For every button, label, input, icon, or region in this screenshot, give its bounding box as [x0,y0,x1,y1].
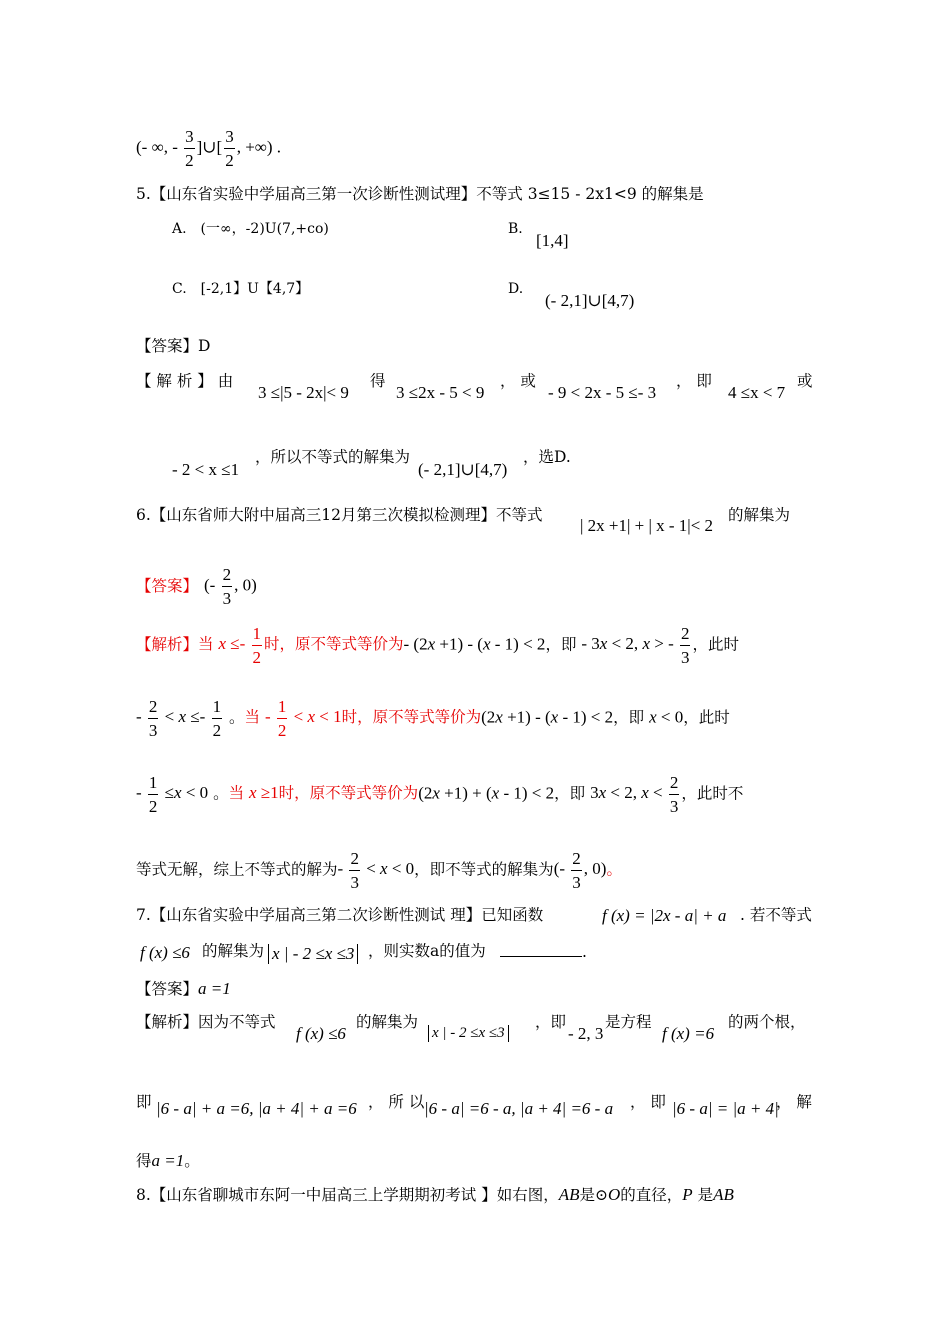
q5-option-d-label: D. [508,281,524,297]
q5-analysis-ineq-1: 3 ≤|5 - 2x|< 9 [258,383,349,402]
q6-analysis-line-4: 等式无解，综上不等式的解为- $\frac{2}{3}$ < x < 0，即不等式的解集为(- $\frac{2}{3}$ , 0)。 [136,849,622,892]
q5-stem: 5.【山东省实验中学届高三第一次诊断性测试理】不等式 3≤15 - 2x1<9 的解集是 [136,185,704,203]
q5-analysis-text: ，所以不等式的解集为 [255,448,411,466]
q6-case-1: 当 x ≤- $\frac{1}{2}$ 时，原不等式等价为 [198,624,404,667]
q7-analysis-roots: - 2, 3 [568,1024,604,1043]
q7-analysis-ji: ，即 [535,1013,567,1031]
q7-analysis-mid: 的解集为 [356,1013,419,1031]
q6-analysis-line-3: - $\frac{1}{2}$ ≤x < 0 。当 x ≥1时，原不等式等价为(2x +1) + (x - 1) < 2，即 3x < 2, x < $\frac{2}{3}$ ，此时不 [136,773,744,816]
q7-analysis-set: x | - 2 ≤x ≤3 [428,1025,509,1042]
q6-analysis-label: 【解析】 [136,635,199,654]
q5-analysis-or-1: ， 或 [500,372,536,390]
q5-analysis-choice: ，选D. [523,448,571,466]
q6-stem: 6.【山东省师大附中届高三12月第三次模拟检测理】不等式 [136,506,543,524]
q5-analysis-de: 得 [370,372,386,390]
q5-option-d-value: (- 2,1]∪[4,7) [545,291,635,310]
q7-condition-tail: ，则实数a的值为 [368,942,486,960]
q5-option-c: C. [-2,1】U【4,7】 [172,281,310,297]
q5-analysis-set: (- 2,1]∪[4,7) [418,460,508,479]
q7-analysis-roots-text: 的两个根， [728,1013,806,1031]
q5-analysis-ineq-2: 3 ≤2x - 5 < 9 [396,383,485,402]
q4-solution-tail: (- ∞, - $\frac{3}{2}$ ]∪[ $\frac{3}{2}$ , +∞) . [136,127,282,170]
q7-analysis-eq-derived: |6 - a| =6 - a, |a + 4| =6 - a [424,1099,614,1118]
q7-analysis-conclusion: 得a =1。 [136,1151,200,1170]
q5-analysis-ji: ， 即 [676,372,712,390]
q5-answer: 【答案】D [136,337,211,355]
q7-condition: f (x) ≤6 [140,943,190,962]
q6-answer-value: (- $\frac{2}{3}$ , 0) [204,565,257,608]
q7-analysis-suoyi: ， 所 以 [368,1093,425,1111]
q7-solution-set: x | - 2 ≤x ≤3 [268,944,358,964]
q7-analysis-eq-label: 是方程 [605,1013,652,1031]
q7-condition-mid: 的解集为 [202,942,265,960]
q6-answer-label: 【答案】 [136,577,199,595]
q5-analysis-label: 【 解 析 】 由 [136,372,234,390]
q7-analysis-equation: f (x) =6 [662,1024,715,1043]
q7-analysis-b1: 即 [136,1093,152,1111]
q7-analysis-eq-final: |6 - a| = |a + 4| [672,1099,779,1118]
q7-answer: 【答案】a =1 [136,979,231,998]
q7-analysis-ji-2: ， 即 [630,1093,666,1111]
q6-stem-inequality: | 2x +1| + | x - 1|< 2 [580,516,714,535]
q6-case-3: 当 x ≥1时，原不等式等价为 [228,783,419,803]
q7-analysis-ineq: f (x) ≤6 [296,1024,346,1043]
q6-analysis-line-1: 【解析】当 x ≤- $\frac{1}{2}$ 时，原不等式等价为- (2x +1) - (x - 1) < 2，即 - 3x < 2, x > - $\frac{2}{3}$ ，此时 [136,624,739,667]
q6-analysis-line-2: - $\frac{2}{3}$ < x ≤- $\frac{1}{2}$ 。当 - $\frac{1}{2}$ < x < 1时，原不等式等价为(2x +1) - (x - 1) < 2，即 x < 0，此时 [136,697,730,740]
q5-option-b-value: [1,4] [536,231,569,250]
q5-option-b-label: B. [508,221,523,237]
q7-answer-blank: . [500,944,587,961]
q7-stem-tail: . 若不等式 [740,906,812,924]
q6-stem-tail: 的解集为 [728,506,791,524]
q7-analysis-jie: ， 解 [776,1093,812,1111]
q7-function: f (x) = |2x - a| + a [602,906,727,925]
q6-case-2: 当 - $\frac{1}{2}$ < x < 1时，原不等式等价为 [244,697,482,740]
q5-analysis-or-2: 或 [797,372,813,390]
q5-analysis-ineq-4: 4 ≤x < 7 [728,383,786,402]
q5-analysis-ineq-3: - 9 < 2x - 5 ≤- 3 [548,383,657,402]
q5-analysis-ineq-5: - 2 < x ≤1 [172,460,240,479]
q7-stem: 7.【山东省实验中学届高三第二次诊断性测试 理】已知函数 [136,906,544,924]
q7-analysis-label: 【解析】因为不等式 [136,1013,276,1031]
q7-analysis-eq-system: |6 - a| + a =6, |a + 4| + a =6 [156,1099,357,1118]
q5-option-a: A. (一∞，-2)U(7,+co) [172,221,329,237]
q8-stem: 8.【山东省聊城市东阿一中届高三上学期期初考试 】如右图，AB是⊙O的直径，P 是AB [136,1185,734,1204]
